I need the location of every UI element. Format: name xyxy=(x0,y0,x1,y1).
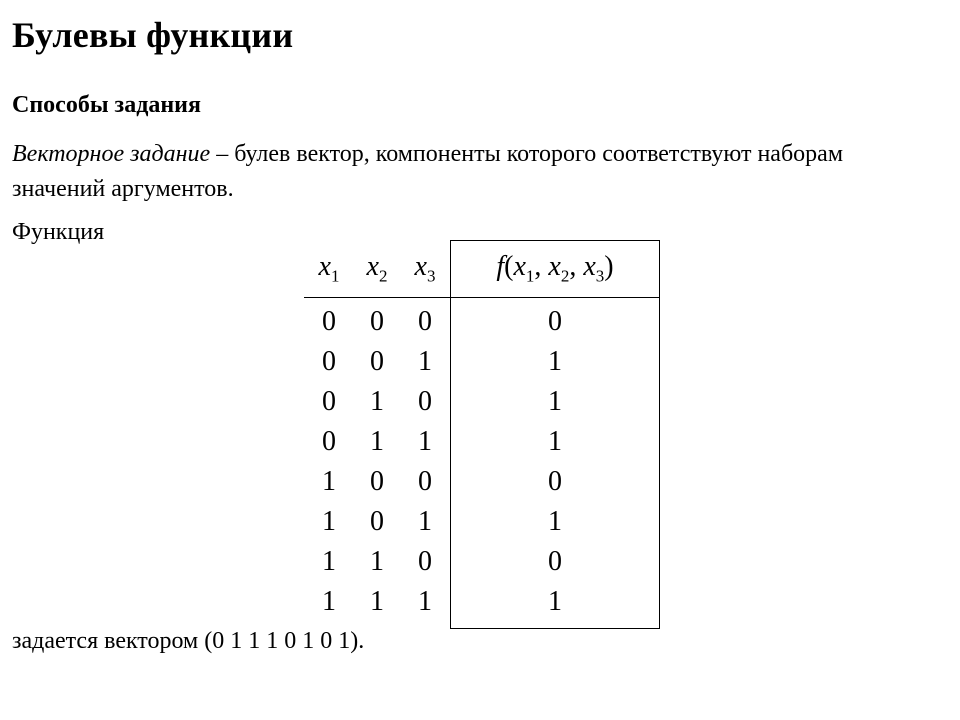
header-x3: $x_3$ xyxy=(414,250,436,286)
table-row xyxy=(304,422,660,462)
function-value: 1 xyxy=(451,382,660,422)
function-value: 1 xyxy=(451,582,660,629)
definition-text: булев вектор, компоненты которого соответствуют наборам значений аргументов. xyxy=(12,141,844,202)
table-row xyxy=(304,462,660,502)
definition-term: Векторное задание xyxy=(12,141,211,167)
argument-values: 1 0 1 xyxy=(322,506,432,537)
section-heading: Способы задания xyxy=(12,92,201,118)
header-x1: $x_1$ xyxy=(318,250,340,286)
function-value: 0 xyxy=(451,462,660,502)
table-row xyxy=(304,298,660,343)
function-value: 0 xyxy=(451,298,660,343)
truth-table xyxy=(304,240,660,629)
table-row xyxy=(304,542,660,582)
argument-values: 1 1 0 xyxy=(322,546,432,577)
header-x2: $x_2$ xyxy=(366,250,388,286)
table-row xyxy=(304,582,660,629)
table-row xyxy=(304,382,660,422)
slide-title: Булевы функции xyxy=(12,15,294,55)
vector-statement: задается вектором (0 1 1 1 0 1 0 1). xyxy=(12,628,365,654)
argument-values: 0 0 1 xyxy=(322,346,432,377)
function-value: 0 xyxy=(451,542,660,582)
function-value: 1 xyxy=(451,422,660,462)
function-value: 1 xyxy=(451,502,660,542)
table-row xyxy=(304,342,660,382)
function-value: 1 xyxy=(451,342,660,382)
argument-values: 1 1 1 xyxy=(322,586,432,618)
table-row xyxy=(304,502,660,542)
definition-dash: – xyxy=(210,141,235,167)
argument-values: 0 0 0 xyxy=(322,306,432,337)
argument-values: 0 1 0 xyxy=(322,386,432,417)
function-label: Функция xyxy=(12,219,105,245)
argument-values: 0 1 1 xyxy=(322,426,432,457)
truth-table-header-row xyxy=(304,241,660,298)
arguments-header xyxy=(304,241,451,298)
argument-values: 1 0 0 xyxy=(322,466,432,497)
function-header: $f(x_1$, $x_2$, $x_3$) xyxy=(451,241,660,298)
definition-paragraph xyxy=(12,137,912,207)
